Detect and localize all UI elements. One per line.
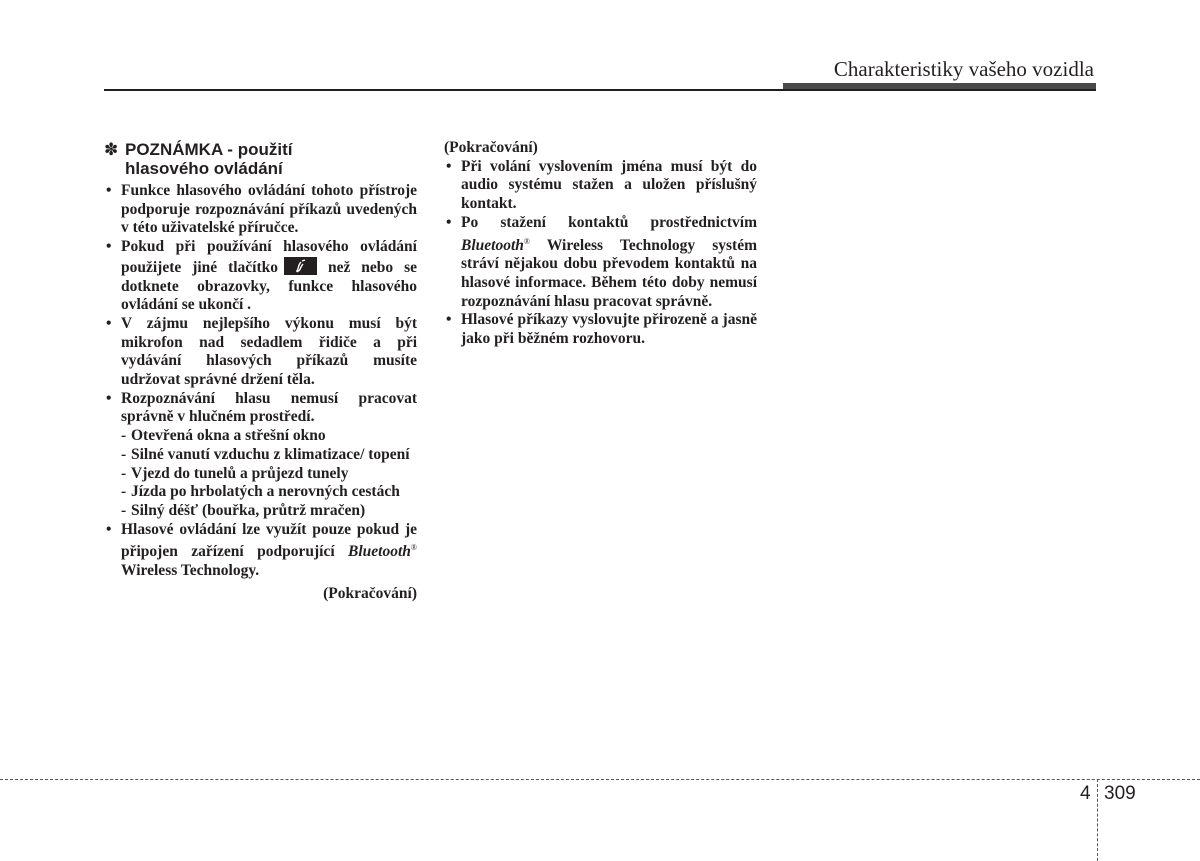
footer-dashed-rule: [0, 779, 1200, 780]
bullet-text: Pokud při používání hlasového ovládání použijete jiné tlačítko: [121, 238, 417, 276]
right-column: [444, 139, 757, 349]
registered-mark: ®: [523, 236, 530, 246]
bullet-item: [444, 214, 757, 312]
bluetooth-brand: Bluetooth: [348, 543, 411, 561]
bullet-text: Wireless Technology systém stráví nějakou dobu převodem kontaktů na hlasové informace. Během této doby nemusí rozpoznávání hlasu pracovat správně.: [461, 236, 757, 310]
footer-dashed-divider: [1097, 779, 1098, 861]
header-rule: [104, 89, 1096, 91]
bullet-text: než nebo se dotknete obrazovky, funkce hlasového ovládání se ukončí .: [121, 258, 417, 314]
left-column: [104, 140, 417, 603]
sub-item: - Otevřená okna a střešní okno: [104, 427, 417, 446]
note-heading-line2: hlasového ovládání: [125, 159, 283, 178]
bullet-text: Po stažení kontaktů prostřednictvím: [461, 213, 757, 231]
sub-item: - Jízda po hrbolatých a nerovných cestách: [104, 483, 417, 502]
registered-mark: ®: [410, 543, 417, 553]
note-star-icon: ✽: [104, 140, 119, 159]
bluetooth-brand: Bluetooth: [461, 236, 524, 254]
chapter-number: 4: [1080, 783, 1091, 804]
sub-item: - Vjezd do tunelů a průjezd tunely: [104, 465, 417, 484]
bullet-item: • Hlasové příkazy vyslovujte přirozeně a jasně jako při běžném rozhovoru.: [444, 311, 757, 348]
bullet-item: • Funkce hlasového ovládání tohoto přístroje podporuje rozpoznávání příkazů uvedených v této uživatelské příručce.: [104, 182, 417, 238]
bullet-item: [104, 238, 417, 315]
bullet-text: Wireless Technology.: [121, 562, 260, 580]
page-header-title: Charakteristiky vašeho vozidla: [833, 57, 1094, 81]
sub-item: - Silné vanutí vzduchu z klimatizace/ topení: [104, 446, 417, 465]
bullet-item: • Při volání vyslovením jména musí být do audio systému stažen a uložen příslušný kontakt.: [444, 158, 757, 214]
page-number: 309: [1104, 783, 1136, 804]
continued-label: (Pokračování): [444, 139, 538, 156]
note-heading-line1: POZNÁMKA - použití: [125, 140, 293, 159]
note-heading: [104, 140, 417, 178]
bullet-text: Hlasové ovládání lze využít pouze pokud je připojen zařízení podporující: [121, 520, 417, 561]
voice-talk-icon: [284, 257, 317, 275]
sub-item: - Silný déšť (bouřka, průtrž mračen): [104, 502, 417, 521]
bullet-item: • V zájmu nejlepšího výkonu musí být mikrofon nad sedadlem řidiče a při vydávání hlasových příkazů musíte udržovat správné držení těla.: [104, 315, 417, 390]
bullet-item: [104, 521, 417, 581]
continued-label: (Pokračování): [323, 584, 417, 602]
bullet-item: • Rozpoznávání hlasu nemusí pracovat správně v hlučném prostředí.: [104, 390, 417, 427]
